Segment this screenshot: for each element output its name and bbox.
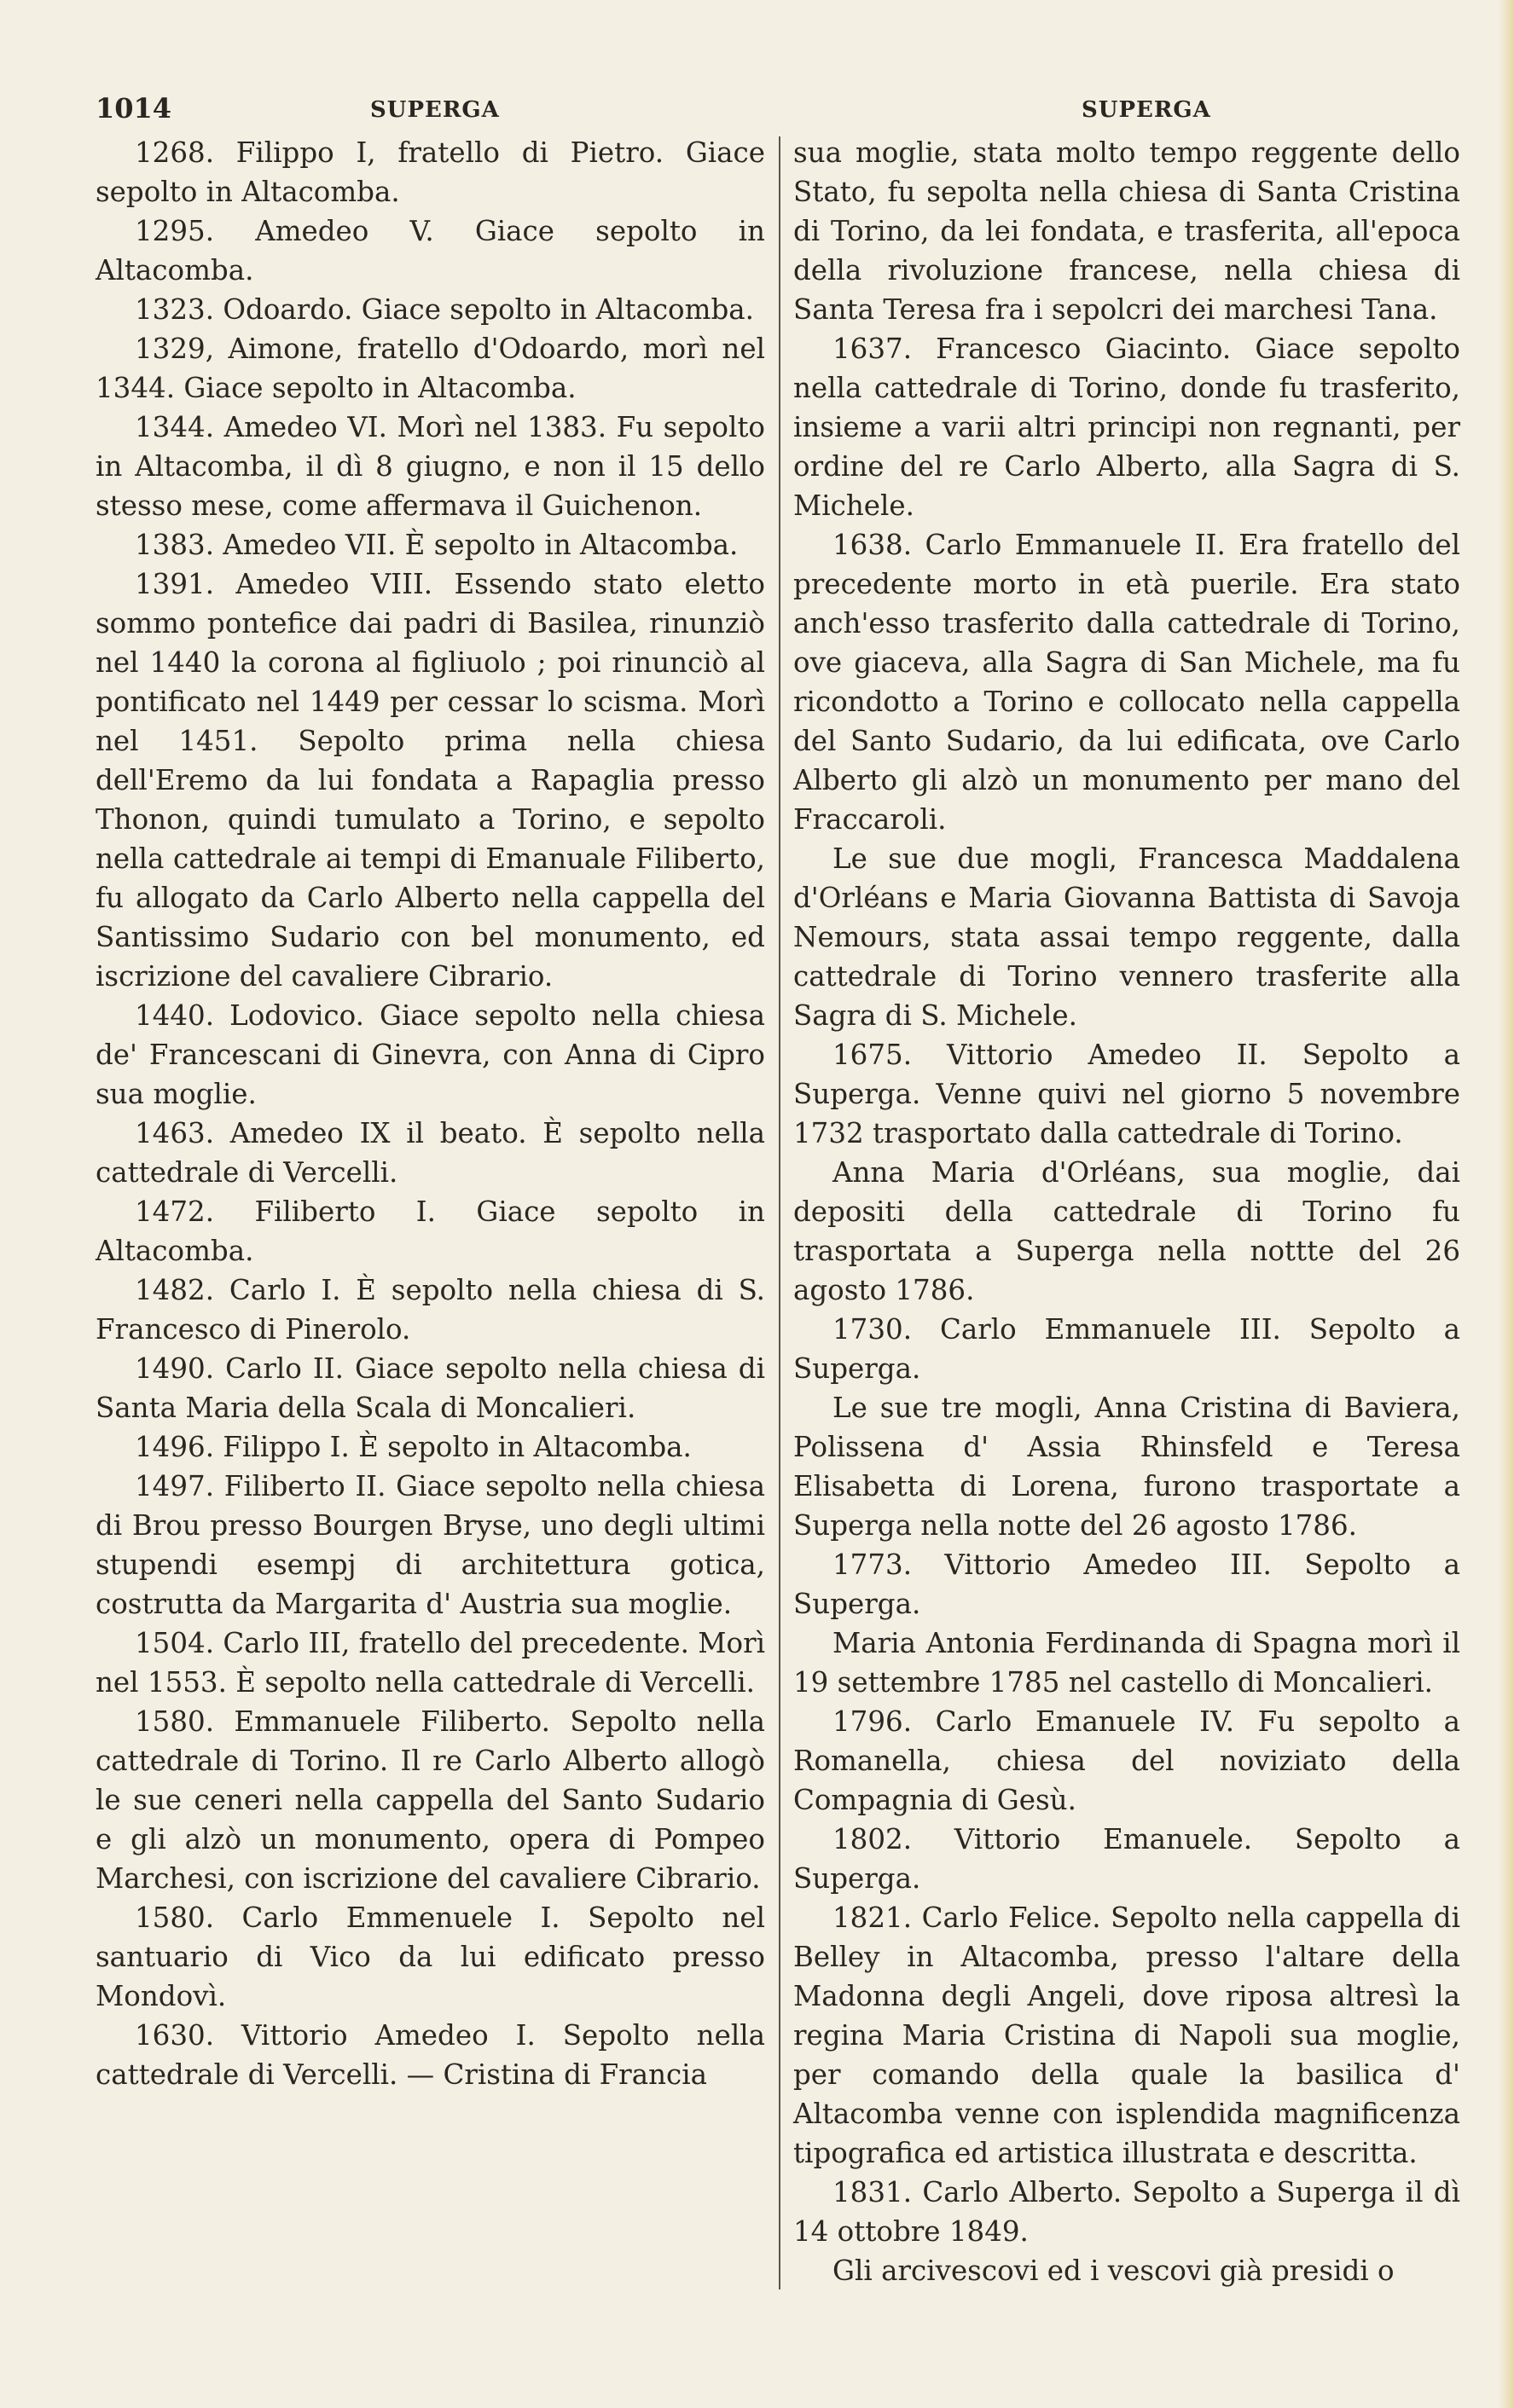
page-header (0, 92, 1514, 135)
entry-1504: 1504. Carlo III, fratello del precedente. Morì nel 1553. È sepolto nella cattedrale di Vercelli. (96, 1627, 766, 1699)
entry-1580-emmanuele-filiberto: 1580. Emmanuele Filiberto. Sepolto nella cattedrale di Torino. Il re Carlo Alberto allogò le sue ceneri nella cappella del Santo Sudario e gli alzò un monumento, opera di Pompeo Marchesi, con iscrizione del cavaliere Cibrario. (96, 1705, 765, 1895)
page-edge-shading (1499, 0, 1514, 2408)
entry-mogli-1638: Le sue due mogli, Francesca Maddalena d'Orléans e Maria Giovanna Battista di Savoja Nemours, stata assai tempo reggente, dalla cattedrale di Torino vennero trasferite alla Sagra di S. Michele. (793, 842, 1460, 1032)
entry-1630: 1630. Vittorio Amedeo I. Sepolto nella cattedrale di Vercelli. — Cristina di Francia (96, 2019, 765, 2091)
entry-1268: 1268. Filippo I, fratello di Pietro. Giace sepolto in Altacomba. (96, 136, 765, 208)
entry-1323: 1323. Odoardo. Giace sepolto in Altacomba. (135, 293, 754, 326)
entry-1472: 1472. Filiberto I. Giace sepolto in Altacomba. (96, 1195, 765, 1267)
entry-1730: 1730. Carlo Emmanuele III. Sepolto a Superga. (793, 1313, 1460, 1385)
entry-1329: 1329, Aimone, fratello d'Odoardo, morì nel 1344. Giace sepolto in Altacomba. (96, 333, 765, 404)
entry-1344: 1344. Amedeo VI. Morì nel 1383. Fu sepolto in Altacomba, il dì 8 giugno, e non il 15 dello stesso mese, come affermava il Guichenon. (96, 411, 765, 522)
entry-1637: 1637. Francesco Giacinto. Giace sepolto nella cattedrale di Torino, donde fu trasferito, insieme a varii altri principi non regnanti, per ordine del re Carlo Alberto, alla Sagra di S. Michele. (793, 333, 1460, 522)
left-column (96, 133, 765, 2094)
entry-1496: 1496. Filippo I. È sepolto in Altacomba. (135, 1431, 692, 1463)
entry-1821: 1821. Carlo Felice. Sepolto nella cappella di Belley in Altacomba, presso l'altare della Madonna degli Angeli, dove riposa altresì la regina Maria Cristina di Napoli sua moglie, per comando della quale la basilica d' Altacomba venne con isplendida magnificenza tipografica ed artistica illustrata e descritta. (793, 1902, 1460, 2169)
running-head-left: SUPERGA (370, 97, 500, 123)
entry-1675: 1675. Vittorio Amedeo II. Sepolto a Superga. Venne quivi nel giorno 5 novembre 1732 trasportato dalla cattedrale di Torino. (793, 1039, 1460, 1149)
entry-1580-carlo-emmanuele: 1580. Carlo Emmenuele I. Sepolto nel santuario di Vico da lui edificato presso Mondovì. (96, 1902, 765, 2012)
page-number: 1014 (96, 92, 172, 124)
running-head-right: SUPERGA (1082, 97, 1211, 123)
entry-maria-antonia: Maria Antonia Ferdinanda di Spagna morì il 19 settembre 1785 nel castello di Moncalieri. (793, 1627, 1460, 1699)
entry-1383: 1383. Amedeo VII. È sepolto in Altacomba. (135, 529, 739, 561)
right-column (793, 133, 1460, 2290)
entry-arcivescovi: Gli arcivescovi ed i vescovi già presidi o (832, 2255, 1395, 2287)
entry-1831: 1831. Carlo Alberto. Sepolto a Superga il dì 14 ottobre 1849. (793, 2176, 1460, 2248)
entry-1295: 1295. Amedeo V. Giace sepolto in Altacomba. (96, 215, 765, 287)
column-divider (779, 136, 780, 2289)
entry-1440: 1440. Lodovico. Giace sepolto nella chiesa de' Francescani di Ginevra, con Anna di Cipro sua moglie. (96, 999, 765, 1110)
entry-mogli-1730: Le sue tre mogli, Anna Cristina di Baviera, Polissena d' Assia Rhinsfeld e Teresa Elisabetta di Lorena, furono trasportate a Superga nella notte del 26 agosto 1786. (793, 1392, 1460, 1542)
entry-1773: 1773. Vittorio Amedeo III. Sepolto a Superga. (793, 1548, 1460, 1620)
entry-1391: 1391. Amedeo VIII. Essendo stato eletto sommo pontefice dai padri di Basilea, rinunziò nel 1440 la corona al figliuolo ; poi rinunciò al pontificato nel 1449 per cessar lo scisma. Morì nel 1451. Sepolto prima nella chiesa dell'Eremo da lui fondata a Rapaglia presso Thonon, quindi tumulato a Torino, e sepolto nella cattedrale ai tempi di Emanuale Filiberto, fu allogato da Carlo Alberto nella cappella del Santissimo Sudario con bel monumento, ed iscrizione del cavaliere Cibrario. (96, 568, 765, 993)
entry-1802: 1802. Vittorio Emanuele. Sepolto a Superga. (793, 1823, 1460, 1895)
entry-anna-maria: Anna Maria d'Orléans, sua moglie, dai depositi della cattedrale di Torino fu trasportata a Superga nella nottte del 26 agosto 1786. (793, 1156, 1460, 1306)
entry-1490: 1490. Carlo II. Giace sepolto nella chiesa di Santa Maria della Scala di Moncalieri. (96, 1352, 765, 1424)
entry-1482: 1482. Carlo I. È sepolto nella chiesa di S. Francesco di Pinerolo. (96, 1274, 765, 1346)
entry-1796: 1796. Carlo Emanuele IV. Fu sepolto a Romanella, chiesa del noviziato della Compagnia di Gesù. (793, 1705, 1460, 1816)
entry-1463: 1463. Amedeo IX il beato. È sepolto nella cattedrale di Vercelli. (96, 1117, 765, 1189)
entry-1497: 1497. Filiberto II. Giace sepolto nella chiesa di Brou presso Bourgen Bryse, uno degli ultimi stupendi esempj di architettura gotica, costrutta da Margarita d' Austria sua moglie. (96, 1470, 765, 1620)
entry-continuation: sua moglie, stata molto tempo reggente dello Stato, fu sepolta nella chiesa di Santa Cristina di Torino, da lei fondata, e trasferita, all'epoca della rivoluzione francese, nella chiesa di Santa Teresa fra i sepolcri dei marchesi Tana. (793, 136, 1460, 326)
entry-1638: 1638. Carlo Emmanuele II. Era fratello del precedente morto in età puerile. Era stato anch'esso trasferito dalla cattedrale di Torino, ove giaceva, alla Sagra di San Michele, ma fu ricondotto a Torino e collocato nella cappella del Santo Sudario, da lui edificata, ove Carlo Alberto gli alzò un monumento per mano del Fraccaroli. (793, 529, 1460, 836)
